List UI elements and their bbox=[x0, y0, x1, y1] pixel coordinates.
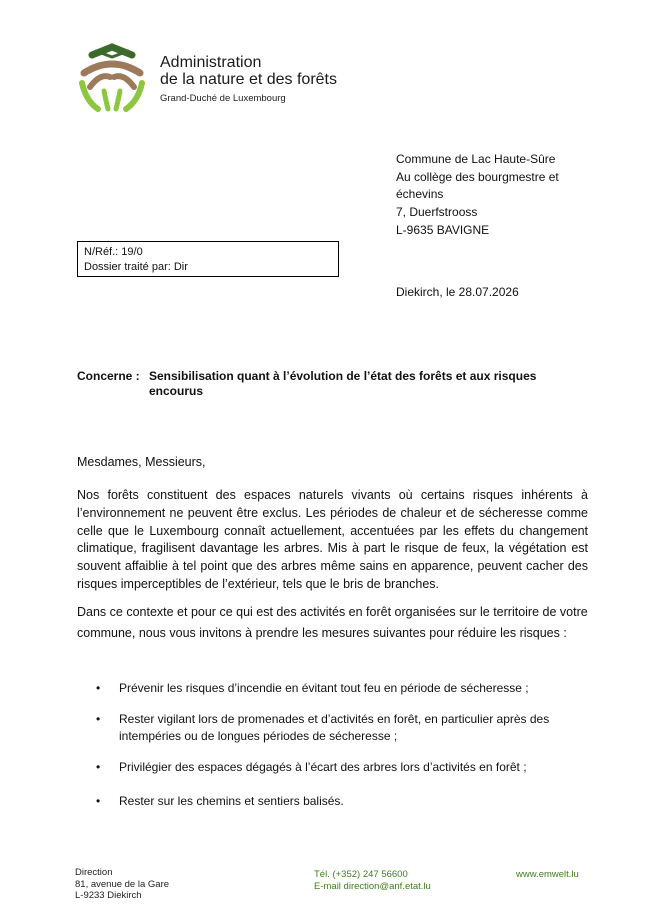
footer-address bbox=[75, 867, 169, 902]
list-item bbox=[96, 680, 596, 697]
bullet-icon: • bbox=[96, 794, 101, 808]
measures-list bbox=[96, 680, 596, 810]
footer-phone: Tél. (+352) 247 56600 bbox=[314, 869, 408, 880]
recipient-line: Au collège des bourgmestre et bbox=[396, 169, 559, 184]
list-item-text: Rester sur les chemins et sentiers balisés. bbox=[119, 794, 344, 808]
list-item-text: Privilégier des espaces dégagés à l’écart des arbres lors d’activités en forêt ; bbox=[119, 760, 527, 774]
recipient-line: échevins bbox=[396, 187, 444, 202]
bullet-icon: • bbox=[96, 712, 101, 726]
recipient-address bbox=[396, 151, 596, 240]
footer-address-line: L-9233 Diekirch bbox=[75, 890, 142, 901]
salutation: Mesdames, Messieurs, bbox=[77, 455, 206, 469]
footer-email[interactable]: E-mail direction@anf.etat.lu bbox=[314, 880, 431, 892]
list-item-text: Rester vigilant lors de promenades et d’activités en forêt, en particulier après des intempéries ou de longues périodes de sécheresse ; bbox=[119, 712, 550, 743]
body-paragraph-1: Nos forêts constituent des espaces naturels vivants où certains risques inhérents à l’environnement ne peuvent être exclus. Les périodes de chaleur et de sécheresse comme celle que le Luxembourg connaît actuellement, accentuées par les effets du changement climatique, fragilisent davantage les arbres. Mis à part le risque de feux, la végétation est souvent affaiblie à tel point que des arbres même sains en apparence, peuvent cacher des risques imperceptibles de l’extérieur, tels que le bris de branches. bbox=[77, 488, 588, 591]
list-item bbox=[96, 793, 596, 810]
reference-box bbox=[77, 241, 339, 277]
recipient-line: L-9635 BAVIGNE bbox=[396, 222, 490, 237]
recipient-line: 7, Duerfstrooss bbox=[396, 205, 478, 220]
anf-logo bbox=[76, 43, 148, 113]
bullet-icon: • bbox=[96, 760, 101, 774]
bullet-icon: • bbox=[96, 681, 101, 695]
org-name-line1: Administration bbox=[160, 54, 262, 71]
recipient-line: Commune de Lac Haute-Sûre bbox=[396, 152, 556, 166]
footer-contact bbox=[314, 869, 431, 892]
list-item-text: Prévenir les risques d’incendie en évitant tout feu en période de sécheresse ; bbox=[119, 681, 529, 695]
list-item bbox=[96, 711, 596, 745]
body-paragraph-2: Dans ce contexte et pour ce qui est des activités en forêt organisées sur le territoire de votre commune, nous vous invitons à prendre les mesures suivantes pour réduire les risques : bbox=[77, 605, 588, 640]
footer-website[interactable]: www.emwelt.lu bbox=[516, 869, 579, 880]
reference-handler: Dossier traité par: Dir bbox=[84, 261, 188, 273]
letter-date: Diekirch, le 28.07.2026 bbox=[396, 285, 519, 299]
list-item bbox=[96, 759, 596, 776]
org-name-line2: de la nature et des forêts bbox=[160, 71, 337, 88]
footer-address-line: 81, avenue de la Gare bbox=[75, 878, 170, 890]
subject-text: Sensibilisation quant à l’évolution de l’état des forêts et aux risques encourus bbox=[149, 369, 537, 398]
footer-address-line: Direction bbox=[75, 867, 113, 878]
subject-label: Concerne : bbox=[77, 369, 140, 383]
reference-number: N/Réf.: 19/0 bbox=[84, 246, 143, 258]
org-subtitle: Grand-Duché de Luxembourg bbox=[160, 93, 286, 104]
